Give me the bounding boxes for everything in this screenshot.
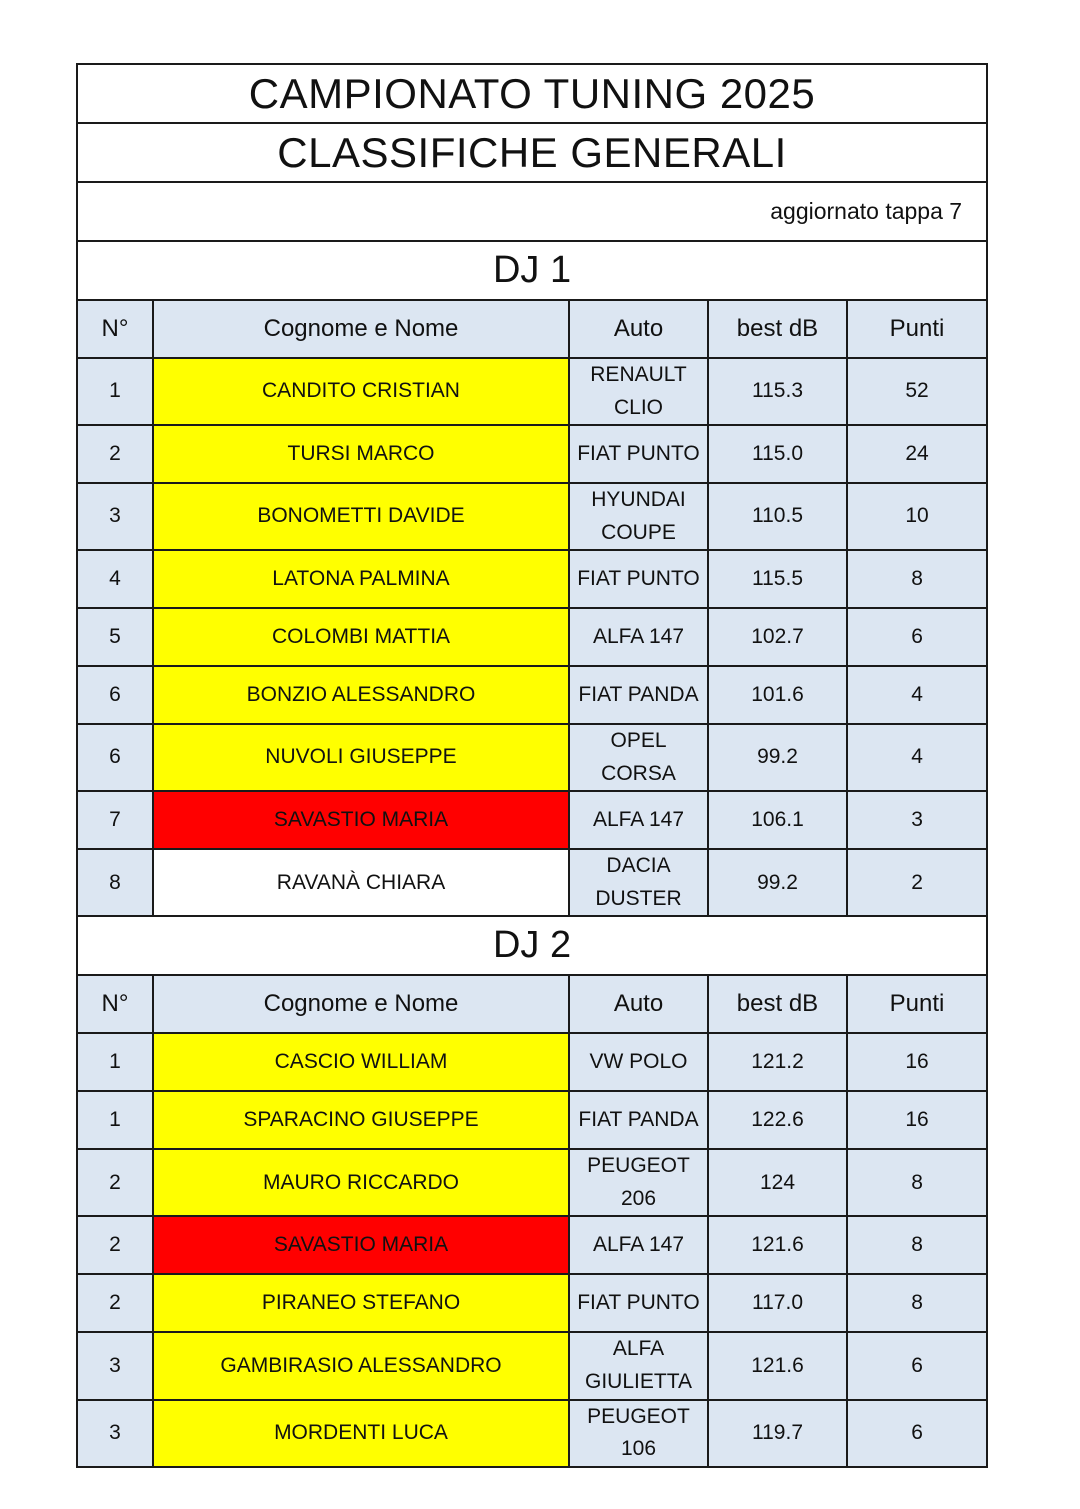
- cell-name: NUVOLI GIUSEPPE: [153, 724, 569, 791]
- table-row: [77, 608, 987, 666]
- cell-db: 115.0: [708, 425, 847, 483]
- title-row-2: [77, 123, 987, 182]
- cell-pos: 1: [77, 1091, 153, 1149]
- table-row: [77, 1033, 987, 1091]
- cell-car: OPEL CORSA: [569, 724, 708, 791]
- column-header-pts: Punti: [847, 975, 987, 1033]
- table-row: [77, 1274, 987, 1332]
- cell-name: RAVANÀ CHIARA: [153, 849, 569, 916]
- cell-name: LATONA PALMINA: [153, 550, 569, 608]
- table-row: [77, 358, 987, 425]
- cell-db: 115.3: [708, 358, 847, 425]
- cell-name: CANDITO CRISTIAN: [153, 358, 569, 425]
- cell-db: 117.0: [708, 1274, 847, 1332]
- cell-pts: 6: [847, 1400, 987, 1467]
- cell-db: 122.6: [708, 1091, 847, 1149]
- cell-car: FIAT PANDA: [569, 666, 708, 724]
- cell-pos: 8: [77, 849, 153, 916]
- section-title-row: [77, 241, 987, 300]
- cell-db: 121.2: [708, 1033, 847, 1091]
- cell-pos: 3: [77, 1332, 153, 1399]
- main-title: CAMPIONATO TUNING 2025: [77, 64, 987, 123]
- table-row: [77, 1216, 987, 1274]
- update-row: [77, 182, 987, 241]
- table-row: [77, 791, 987, 849]
- standings-table: [76, 63, 988, 1468]
- cell-db: 102.7: [708, 608, 847, 666]
- column-header-row: [77, 975, 987, 1033]
- cell-pos: 2: [77, 1274, 153, 1332]
- cell-car: ALFA 147: [569, 791, 708, 849]
- cell-name: PIRANEO STEFANO: [153, 1274, 569, 1332]
- cell-car: DACIA DUSTER: [569, 849, 708, 916]
- cell-pos: 2: [77, 425, 153, 483]
- cell-pos: 2: [77, 1149, 153, 1216]
- table-row: [77, 550, 987, 608]
- section-title: DJ 1: [77, 241, 987, 300]
- cell-car: PEUGEOT 106: [569, 1400, 708, 1467]
- cell-car: FIAT PUNTO: [569, 425, 708, 483]
- cell-pts: 3: [847, 791, 987, 849]
- cell-pts: 6: [847, 1332, 987, 1399]
- cell-name: SPARACINO GIUSEPPE: [153, 1091, 569, 1149]
- cell-pts: 4: [847, 724, 987, 791]
- table-row: [77, 483, 987, 550]
- cell-db: 110.5: [708, 483, 847, 550]
- column-header-name: Cognome e Nome: [153, 975, 569, 1033]
- cell-name: BONZIO ALESSANDRO: [153, 666, 569, 724]
- table-row: [77, 666, 987, 724]
- cell-name: MORDENTI LUCA: [153, 1400, 569, 1467]
- cell-db: 121.6: [708, 1216, 847, 1274]
- section-title-row: [77, 916, 987, 975]
- cell-pos: 1: [77, 358, 153, 425]
- cell-db: 124: [708, 1149, 847, 1216]
- cell-car: ALFA 147: [569, 1216, 708, 1274]
- cell-name: SAVASTIO MARIA: [153, 791, 569, 849]
- cell-pos: 1: [77, 1033, 153, 1091]
- column-header-pos: N°: [77, 300, 153, 358]
- cell-pts: 52: [847, 358, 987, 425]
- cell-db: 119.7: [708, 1400, 847, 1467]
- standings-body: [77, 64, 987, 1467]
- cell-name: BONOMETTI DAVIDE: [153, 483, 569, 550]
- cell-car: FIAT PUNTO: [569, 550, 708, 608]
- cell-car: RENAULT CLIO: [569, 358, 708, 425]
- cell-pts: 16: [847, 1033, 987, 1091]
- column-header-car: Auto: [569, 975, 708, 1033]
- cell-pos: 3: [77, 483, 153, 550]
- cell-pos: 3: [77, 1400, 153, 1467]
- cell-pts: 8: [847, 1274, 987, 1332]
- cell-pts: 16: [847, 1091, 987, 1149]
- cell-name: TURSI MARCO: [153, 425, 569, 483]
- cell-name: GAMBIRASIO ALESSANDRO: [153, 1332, 569, 1399]
- table-row: [77, 724, 987, 791]
- cell-pts: 8: [847, 1216, 987, 1274]
- column-header-car: Auto: [569, 300, 708, 358]
- column-header-row: [77, 300, 987, 358]
- cell-car: PEUGEOT 206: [569, 1149, 708, 1216]
- column-header-db: best dB: [708, 975, 847, 1033]
- table-row: [77, 1400, 987, 1467]
- table-row: [77, 1091, 987, 1149]
- cell-db: 99.2: [708, 849, 847, 916]
- cell-pos: 7: [77, 791, 153, 849]
- table-row: [77, 849, 987, 916]
- section-title: DJ 2: [77, 916, 987, 975]
- cell-name: SAVASTIO MARIA: [153, 1216, 569, 1274]
- cell-car: VW POLO: [569, 1033, 708, 1091]
- update-note: aggiornato tappa 7: [77, 182, 987, 241]
- cell-db: 101.6: [708, 666, 847, 724]
- column-header-name: Cognome e Nome: [153, 300, 569, 358]
- cell-car: FIAT PANDA: [569, 1091, 708, 1149]
- standings-sheet: [76, 63, 986, 1468]
- cell-car: ALFA 147: [569, 608, 708, 666]
- cell-db: 99.2: [708, 724, 847, 791]
- sub-title: CLASSIFICHE GENERALI: [77, 123, 987, 182]
- cell-pts: 2: [847, 849, 987, 916]
- cell-pos: 5: [77, 608, 153, 666]
- cell-pos: 6: [77, 666, 153, 724]
- title-row-1: [77, 64, 987, 123]
- cell-car: ALFA GIULIETTA: [569, 1332, 708, 1399]
- cell-pts: 4: [847, 666, 987, 724]
- cell-db: 121.6: [708, 1332, 847, 1399]
- table-row: [77, 1332, 987, 1399]
- cell-name: CASCIO WILLIAM: [153, 1033, 569, 1091]
- cell-name: COLOMBI MATTIA: [153, 608, 569, 666]
- table-row: [77, 1149, 987, 1216]
- table-row: [77, 425, 987, 483]
- column-header-pos: N°: [77, 975, 153, 1033]
- cell-name: MAURO RICCARDO: [153, 1149, 569, 1216]
- cell-pts: 10: [847, 483, 987, 550]
- cell-pts: 8: [847, 1149, 987, 1216]
- cell-car: FIAT PUNTO: [569, 1274, 708, 1332]
- column-header-db: best dB: [708, 300, 847, 358]
- cell-pts: 8: [847, 550, 987, 608]
- column-header-pts: Punti: [847, 300, 987, 358]
- cell-pts: 24: [847, 425, 987, 483]
- cell-pos: 4: [77, 550, 153, 608]
- cell-car: HYUNDAI COUPE: [569, 483, 708, 550]
- cell-pos: 6: [77, 724, 153, 791]
- cell-db: 106.1: [708, 791, 847, 849]
- cell-pos: 2: [77, 1216, 153, 1274]
- cell-pts: 6: [847, 608, 987, 666]
- cell-db: 115.5: [708, 550, 847, 608]
